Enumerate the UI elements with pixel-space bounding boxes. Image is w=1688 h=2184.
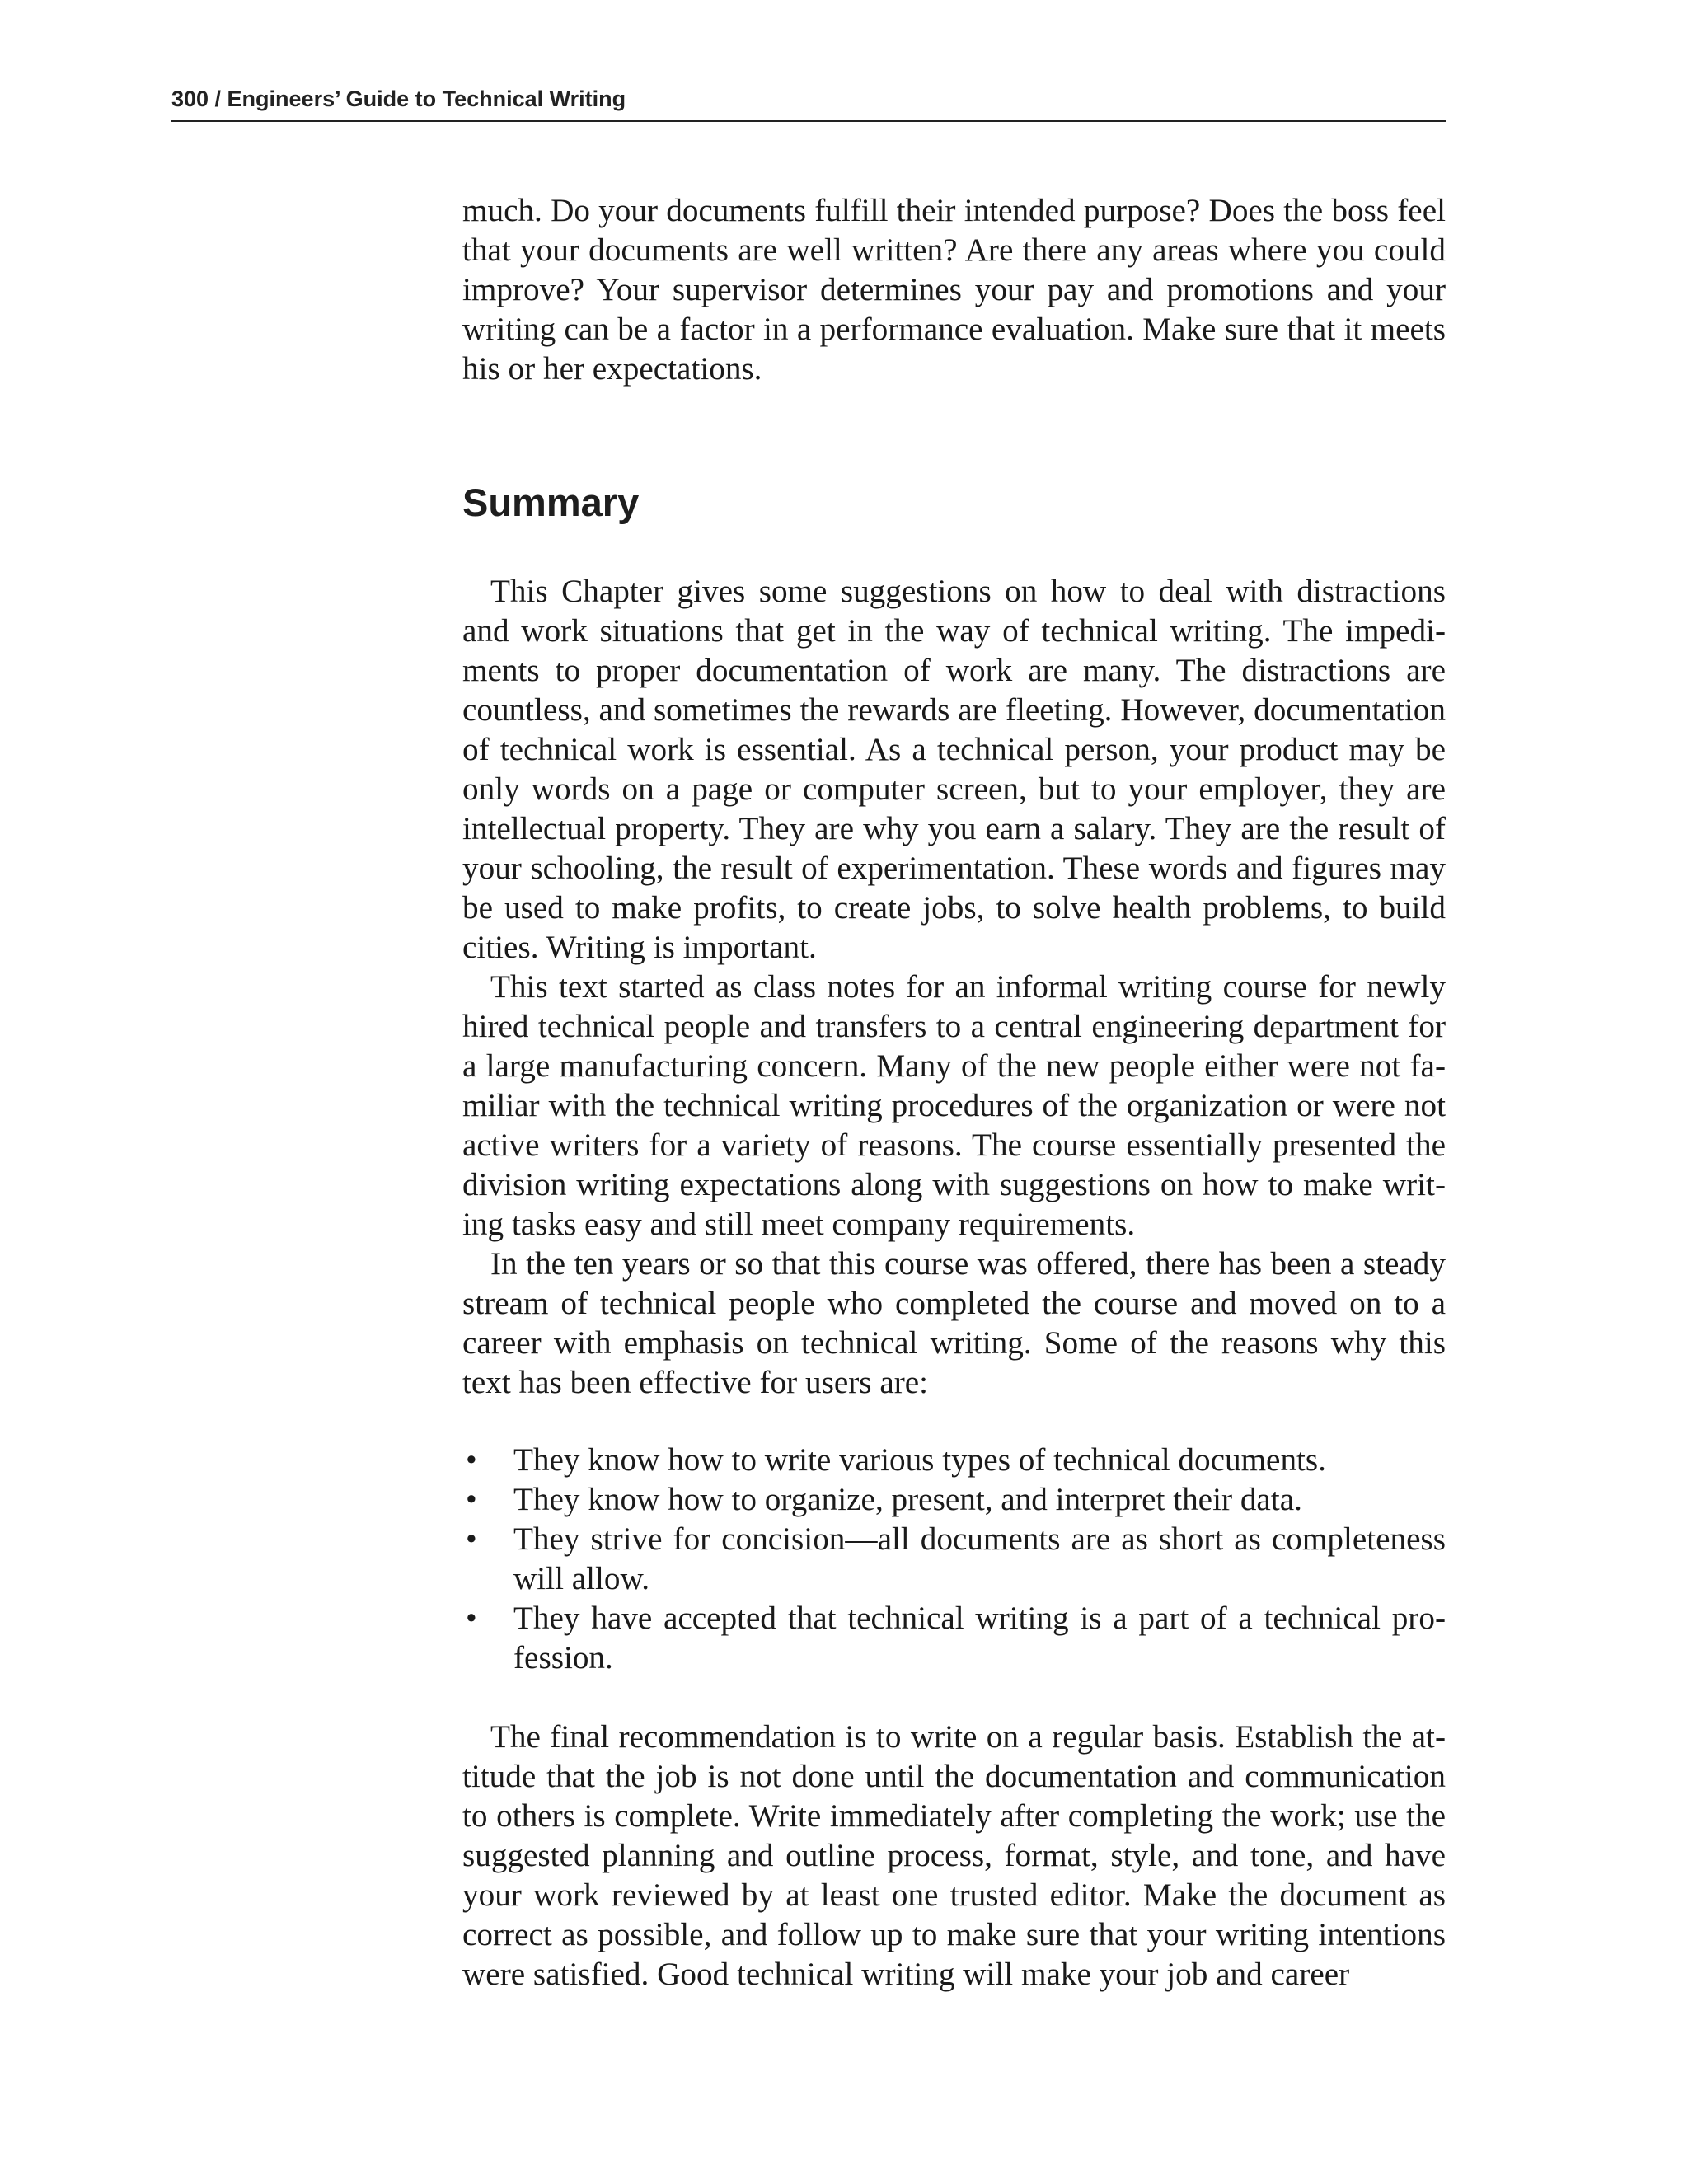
closing-block bbox=[462, 1718, 1446, 1994]
list-item bbox=[462, 1520, 1446, 1599]
running-head-text: 300 / Engineers’ Guide to Technical Writing bbox=[171, 87, 626, 111]
summary-paragraph-1: This Chapter gives some suggestions on how to deal with distractions and work situations that get in the way of technical writing. The impediments to proper documentation of work are many. The distractions are countless, and sometimes the rewards are fleeting. However, documentation of technical work is essential. As a technical person, your product may be only words on a page or computer screen, but to your employer, they are intellectual property. They are why you earn a salary. They are the result of your schooling, the result of experimentation. These words and figures may be used to make profits, to create jobs, to solve health problems, to build cities. Writing is important. bbox=[462, 574, 1446, 965]
summary-block bbox=[462, 572, 1446, 1403]
summary-paragraph-2: This text started as class notes for an informal writing course for newly hired technical people and transfers to a central engineering department for a large manufacturing concern. Many of the new people either were not familiar with the technical writing procedures of the organization or were not active writers for a variety of reasons. The course essentially presented the division writing expectations along with suggestions on how to make writing tasks easy and still meet company requirements. bbox=[462, 969, 1446, 1242]
list-item-text: They strive for concision—all documents are as short as completeness will allow. bbox=[513, 1521, 1446, 1596]
bullet-marker: • bbox=[466, 1482, 477, 1517]
list-item bbox=[462, 1599, 1446, 1678]
list-item-text: They know how to write various types of technical documents. bbox=[513, 1442, 1326, 1478]
bullet-list bbox=[462, 1441, 1446, 1678]
section-heading: Summary bbox=[462, 480, 640, 524]
intro-block bbox=[462, 191, 1446, 389]
bullet-marker: • bbox=[466, 1601, 477, 1636]
bullet-marker: • bbox=[466, 1521, 477, 1557]
running-head bbox=[171, 82, 1446, 122]
closing-paragraph: The final recommendation is to write on a regular basis. Establish the attitude that the job is not done until the documentation and communication to others is complete. Write immediately after completing the work; use the suggested planning and outline process, format, style, and tone, and have your work reviewed by at least one trusted editor. Make the document as correct as possible, and follow up to make sure that your writing intentions were satisfied. Good technical writing will make your job and career bbox=[462, 1719, 1446, 1992]
list-item-text: They have accepted that technical writing is a part of a technical profession. bbox=[513, 1601, 1446, 1675]
summary-paragraph-3: In the ten years or so that this course was offered, there has been a steady stream of technical people who completed the course and moved on to a career with emphasis on technical writing. Some of the reasons why this text has been effective for users are: bbox=[462, 1246, 1446, 1400]
list-item bbox=[462, 1441, 1446, 1480]
intro-paragraph: much. Do your documents fulfill their intended purpose? Does the boss feel that your documents are well written? Are there any areas where you could improve? Your supervisor determines your pay and promotions and your writing can be a factor in a performance evaluation. Make sure that it meets his or her expectations. bbox=[462, 193, 1446, 387]
list-item-text: They know how to organize, present, and interpret their data. bbox=[513, 1482, 1302, 1517]
bullet-marker: • bbox=[466, 1442, 477, 1478]
list-item bbox=[462, 1480, 1446, 1520]
